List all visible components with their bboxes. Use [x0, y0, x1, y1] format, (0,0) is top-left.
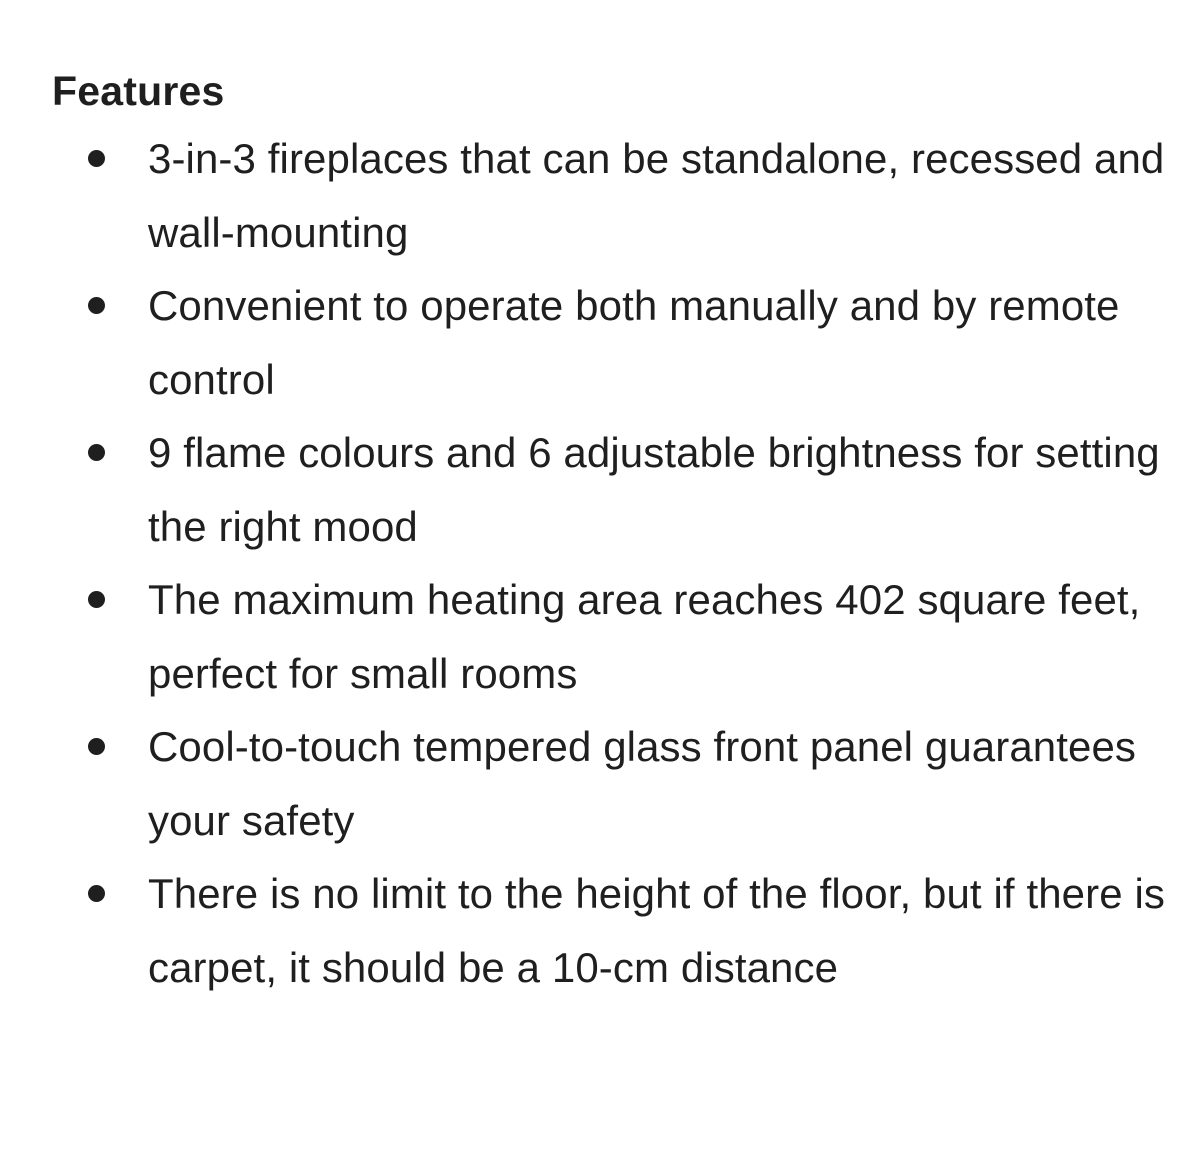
list-item — [52, 857, 1172, 1004]
feature-text: Convenient to operate both manually and by remote control — [148, 282, 1120, 403]
bullet-icon — [88, 885, 105, 902]
bullet-icon — [88, 591, 105, 608]
list-item — [52, 563, 1172, 710]
list-item — [52, 269, 1172, 416]
list-item — [52, 122, 1172, 269]
features-section — [52, 60, 1172, 1004]
feature-text: There is no limit to the height of the floor, but if there is carpet, it should be a 10-cm distance — [148, 870, 1165, 991]
bullet-icon — [88, 297, 105, 314]
features-heading: Features — [52, 68, 225, 114]
bullet-icon — [88, 738, 105, 755]
feature-text: The maximum heating area reaches 402 square feet, perfect for small rooms — [148, 576, 1141, 697]
list-item — [52, 416, 1172, 563]
features-list — [52, 122, 1172, 1004]
feature-text: 9 flame colours and 6 adjustable brightness for setting the right mood — [148, 429, 1160, 550]
bullet-icon — [88, 444, 105, 461]
feature-text: Cool-to-touch tempered glass front panel guarantees your safety — [148, 723, 1137, 844]
feature-text: 3-in-3 fireplaces that can be standalone, recessed and wall-mounting — [148, 135, 1165, 256]
bullet-icon — [88, 150, 105, 167]
list-item — [52, 710, 1172, 857]
